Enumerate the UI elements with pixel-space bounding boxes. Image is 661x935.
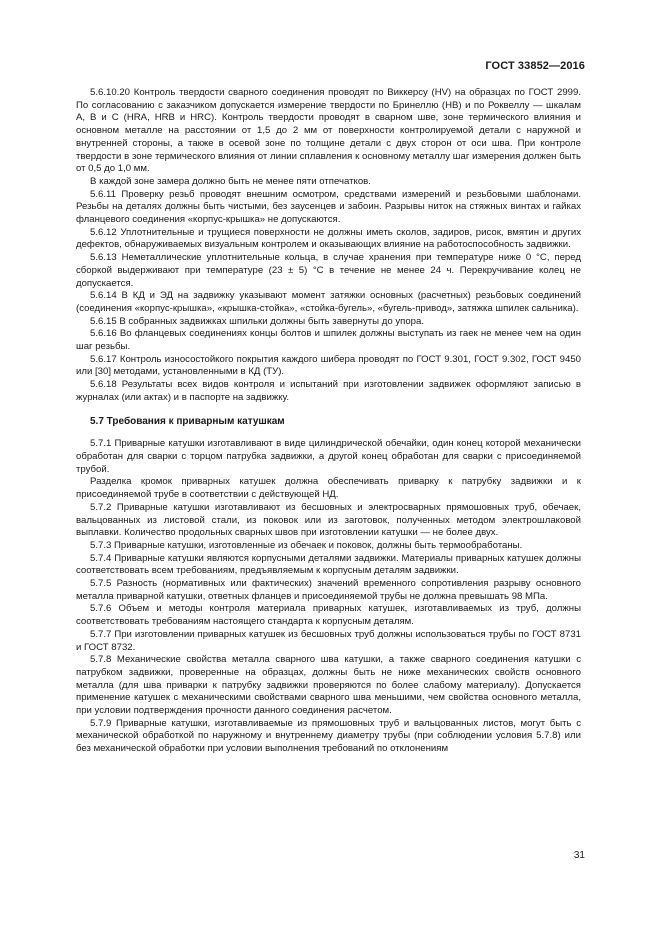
section-heading-5-7: 5.7 Требования к приварным катушкам: [90, 415, 285, 427]
paragraph-5-7-2: 5.7.2 Приварные катушки изготавливают из бесшовных и электросварных прямошовных труб, обечаек, вальцованных из листовой стали, из поковок или из заготовок, полученных методом электрошлаковой выплавки. Количество продольных сварных швов при изготовлении катушки — не более двух.: [76, 501, 581, 539]
paragraph-5-6-14: 5.6.14 В КД и ЭД на задвижку указывают момент затяжки основных (расчетных) резьбовых соединений (соединения «корпус-крышка», «крышка-стойка», «стойка-бугель», «бугель-привод», затяжка шпилек сальника).: [76, 290, 581, 314]
paragraph-imprints: В каждой зоне замера должно быть не менее пяти отпечатков.: [90, 175, 371, 187]
paragraph-edge-preparation: Разделка кромок приварных катушек должна обеспечивать приварку к патрубку задвижки и к присоединяемой трубе в соответствии с действующей НД.: [76, 476, 581, 501]
paragraph-5-6-16: 5.6.16 Во фланцевых соединениях концы болтов и шпилек должны выступать из гаек не менее чем на один шаг резьбы.: [76, 328, 581, 353]
paragraph-5-6-18: 5.6.18 Результаты всех видов контроля и испытаний при изготовлении задвижек оформляют записью в журналах (или актах) и в паспорте на задвижку.: [76, 379, 581, 403]
page-number: 31: [573, 850, 585, 861]
paragraph-5-7-6: 5.7.6 Объем и методы контроля материала приварных катушек, изготавливаемых из труб, должны соответствовать требованиям настоящего стандарта к корпусным деталям.: [76, 603, 581, 628]
paragraph-5-6-15: 5.6.15 В собранных задвижках шпильки должны быть завернуты до упора.: [90, 315, 424, 327]
paragraph-5-6-11: 5.6.11 Проверку резьб проводят внешним осмотром, средствами измерений и резьбовыми шаблонами. Резьбы на деталях должны быть чистыми, без заусенцев и забоин. Разрывы ниток на стяжных винтах и гайках фланцевого соединения «корпус-крышка» не допускаются.: [76, 188, 581, 226]
paragraph-5-6-10-20: 5.6.10.20 Контроль твердости сварного соединения проводят по Виккерсу (HV) на образцах по ГОСТ 2999. По согласованию с заказчиком допускается измерение твердости по Бринеллю (НВ) и по Роквеллу — шкалам А, В и С (HRA, HRB и HRC). Контроль твердости проводят в сварном шве, зоне термического влияния и основном металле на расстоянии от 1,5 до 2 мм от поверхности контролируемой детали с наружной и внутренней стороны, а также в осевой зоне по толщине детали с двух сторон от оси шва. При контроле твердости в зоне термического влияния от линии сплавления к основному металлу шаг измерения должен быть от 0,5 до 1,0 мм.: [76, 87, 581, 175]
paragraph-5-7-5: 5.7.5 Разность (нормативных или фактических) значений временного сопротивления разрыву основного металла приварной катушки, ответных фланцев и присоединяемой трубы не должна превышать 98 МПа.: [76, 578, 581, 602]
paragraph-5-6-12: 5.6.12 Уплотнительные и трущиеся поверхности не должны иметь сколов, задиров, рисок, вмятин и других дефектов, обнаруживаемых визуальным контролем и оказывающих влияние на работоспособность задвижки.: [76, 226, 581, 251]
paragraph-5-6-17: 5.6.17 Контроль износостойкого покрытия каждого шибера проводят по ГОСТ 9.301, ГОСТ 9.302, ГОСТ 9450 или [30] методами, установленными в КД (ТУ).: [76, 353, 581, 378]
document-body: [76, 87, 581, 756]
paragraph-5-7-8: 5.7.8 Механические свойства металла сварного шва катушки, а также сварного соединения катушки с патрубком задвижки, проверенные на образцах, должны быть не ниже механических свойств основного металла (для шва приварки к патрубку задвижки проверяются по более слабому материалу). Допускается применение катушек с механическими свойствами сварного шва меньшими, чем свойства основного металла, при условии подтверждения прочности данного соединения расчетом.: [76, 654, 581, 717]
paragraph-5-7-4: 5.7.4 Приварные катушки являются корпусными деталями задвижки. Материалы приварных катушек должны соответствовать всем требованиям, предъявляемым к корпусным деталям задвижки.: [76, 552, 581, 577]
paragraph-5-7-7: 5.7.7 При изготовлении приварных катушек из бесшовных труб должны использоваться трубы по ГОСТ 8731 и ГОСТ 8732.: [76, 628, 581, 653]
paragraph-5-7-3: 5.7.3 Приварные катушки, изготовленные из обечаек и поковок, должны быть термообработаны.: [90, 539, 523, 551]
paragraph-5-6-13: 5.6.13 Неметаллические уплотнительные кольца, в случае хранения при температуре ниже 0 °С, перед сборкой выдерживают при температуре (23 ± 5) °С в течение не менее 24 ч. Перекручивание колец не допускается.: [76, 252, 581, 289]
paragraph-5-7-9: 5.7.9 Приварные катушки, изготавливаемые из прямошовных труб и вальцованных листов, могут быть с механической обработкой по наружному и внутреннему диаметру трубы (при соблюдении условия 5.7.8) или без механической обработки при условии выполнения требований по отклонениям: [76, 717, 581, 755]
paragraph-5-7-1: 5.7.1 Приварные катушки изготавливают в виде цилиндрической обечайки, один конец которой механически обработан для сварки с торцом патрубка задвижки, а другой конец обработан для сварки с присоединяемой трубой.: [76, 438, 581, 475]
document-header: ГОСТ 33852—2016: [485, 60, 585, 72]
